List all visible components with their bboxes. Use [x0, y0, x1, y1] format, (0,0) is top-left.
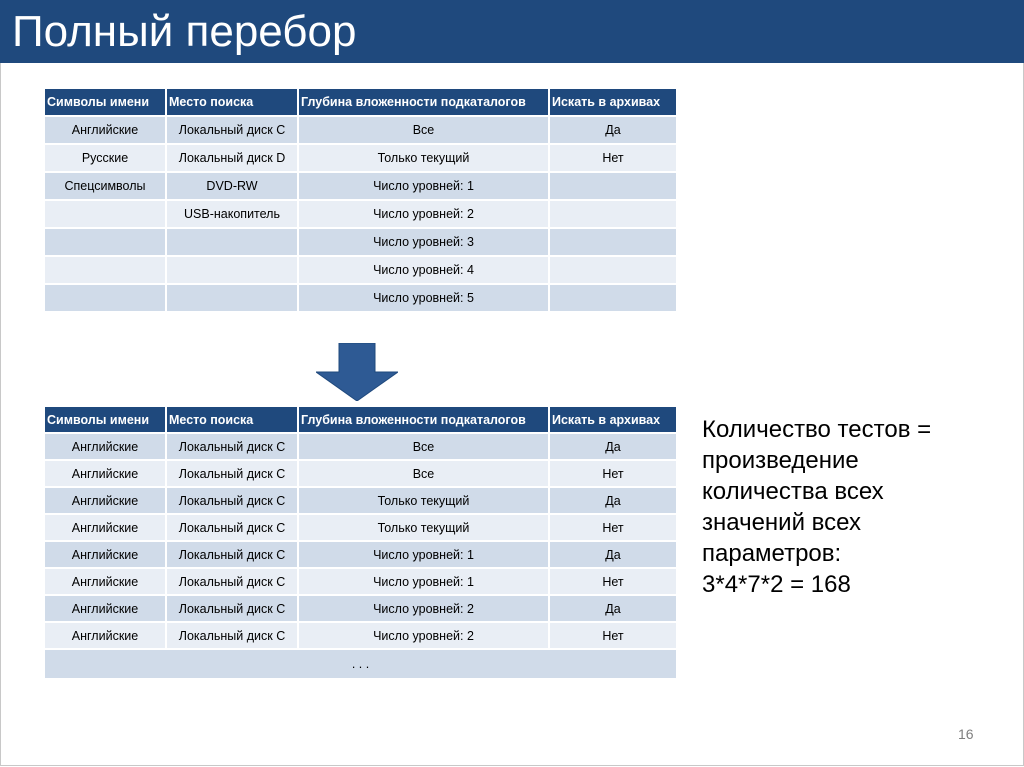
table-cell: [45, 257, 165, 283]
page-number: 16: [958, 726, 974, 742]
down-arrow-icon: [316, 343, 398, 401]
table-cell: Число уровней: 2: [299, 596, 548, 621]
table-cell: [45, 285, 165, 311]
table-cell: Локальный диск C: [167, 623, 297, 648]
table-cell: [550, 229, 676, 255]
header-cell: Место поиска: [167, 89, 297, 115]
table-cell: Локальный диск D: [167, 145, 297, 171]
combinations-table: [43, 405, 678, 680]
table-cell: Число уровней: 1: [299, 569, 548, 594]
header-cell: Символы имени: [45, 89, 165, 115]
table-cell: [550, 285, 676, 311]
table-cell: Число уровней: 2: [299, 201, 548, 227]
title-bar: [0, 0, 1024, 63]
note-line: произведение: [702, 447, 859, 474]
table-cell: [45, 201, 165, 227]
table-cell: [167, 285, 297, 311]
table-cell: Да: [550, 117, 676, 143]
table-row: [45, 623, 676, 648]
table-row-ellipsis: [45, 650, 676, 678]
table-cell: Да: [550, 434, 676, 459]
table-cell: Локальный диск C: [167, 596, 297, 621]
table-row: [45, 201, 676, 227]
table-row: [45, 488, 676, 513]
table-row: [45, 257, 676, 283]
table-row: [45, 461, 676, 486]
table-cell: Все: [299, 434, 548, 459]
header-cell: Искать в архивах: [550, 89, 676, 115]
header-cell: Искать в архивах: [550, 407, 676, 432]
slide-title: Полный перебор: [12, 7, 357, 56]
table-cell: [550, 257, 676, 283]
table-cell: Спецсимволы: [45, 173, 165, 199]
table-cell: Все: [299, 117, 548, 143]
table-cell: Английские: [45, 488, 165, 513]
table-cell: Число уровней: 1: [299, 173, 548, 199]
test-count-note: [702, 414, 1002, 600]
table-cell: Только текущий: [299, 515, 548, 540]
table-cell: Английские: [45, 434, 165, 459]
table-row: [45, 596, 676, 621]
table-row: [45, 515, 676, 540]
table-cell: Да: [550, 542, 676, 567]
header-cell: Символы имени: [45, 407, 165, 432]
table-row: [45, 542, 676, 567]
table-cell: Нет: [550, 515, 676, 540]
table-cell: Да: [550, 596, 676, 621]
ellipsis-cell: . . .: [45, 650, 676, 678]
table-cell: Локальный диск C: [167, 434, 297, 459]
table-cell: Нет: [550, 461, 676, 486]
table-row: [45, 434, 676, 459]
table-cell: [167, 257, 297, 283]
table-row: [45, 117, 676, 143]
note-line: значений всех: [702, 509, 861, 536]
table-cell: Нет: [550, 569, 676, 594]
table-row: [45, 173, 676, 199]
header-cell: Глубина вложенности подкаталогов: [299, 89, 548, 115]
header-cell: Глубина вложенности подкаталогов: [299, 407, 548, 432]
note-line: 3*4*7*2 = 168: [702, 571, 851, 598]
table-cell: Да: [550, 488, 676, 513]
table-cell: Английские: [45, 461, 165, 486]
table-cell: Только текущий: [299, 488, 548, 513]
table-cell: Локальный диск C: [167, 117, 297, 143]
table-cell: Число уровней: 5: [299, 285, 548, 311]
table-row: [45, 229, 676, 255]
table-cell: [167, 229, 297, 255]
table-row: [45, 285, 676, 311]
table-cell: [550, 173, 676, 199]
table-cell: Локальный диск C: [167, 569, 297, 594]
table-cell: Локальный диск C: [167, 542, 297, 567]
table-cell: Локальный диск C: [167, 515, 297, 540]
table-row: [45, 569, 676, 594]
table-cell: [45, 229, 165, 255]
table-cell: Число уровней: 1: [299, 542, 548, 567]
table-cell: Нет: [550, 145, 676, 171]
table-cell: Русские: [45, 145, 165, 171]
table-cell: Только текущий: [299, 145, 548, 171]
table-cell: Английские: [45, 623, 165, 648]
table-cell: Локальный диск C: [167, 461, 297, 486]
table-cell: Все: [299, 461, 548, 486]
table-cell: USB-накопитель: [167, 201, 297, 227]
table-cell: Английские: [45, 515, 165, 540]
table-cell: Число уровней: 4: [299, 257, 548, 283]
header-cell: Место поиска: [167, 407, 297, 432]
table-cell: Число уровней: 2: [299, 623, 548, 648]
table-header-row: [45, 89, 676, 115]
note-line: Количество тестов =: [702, 416, 932, 443]
table-cell: [550, 201, 676, 227]
table-cell: Локальный диск C: [167, 488, 297, 513]
table-cell: Нет: [550, 623, 676, 648]
table-cell: Английские: [45, 596, 165, 621]
table-row: [45, 145, 676, 171]
table-cell: Число уровней: 3: [299, 229, 548, 255]
note-line: параметров:: [702, 540, 842, 567]
note-line: количества всех: [702, 478, 884, 505]
parameters-table: [43, 87, 678, 313]
table-header-row: [45, 407, 676, 432]
table-cell: DVD-RW: [167, 173, 297, 199]
table-cell: Английские: [45, 569, 165, 594]
table-cell: Английские: [45, 542, 165, 567]
table-cell: Английские: [45, 117, 165, 143]
